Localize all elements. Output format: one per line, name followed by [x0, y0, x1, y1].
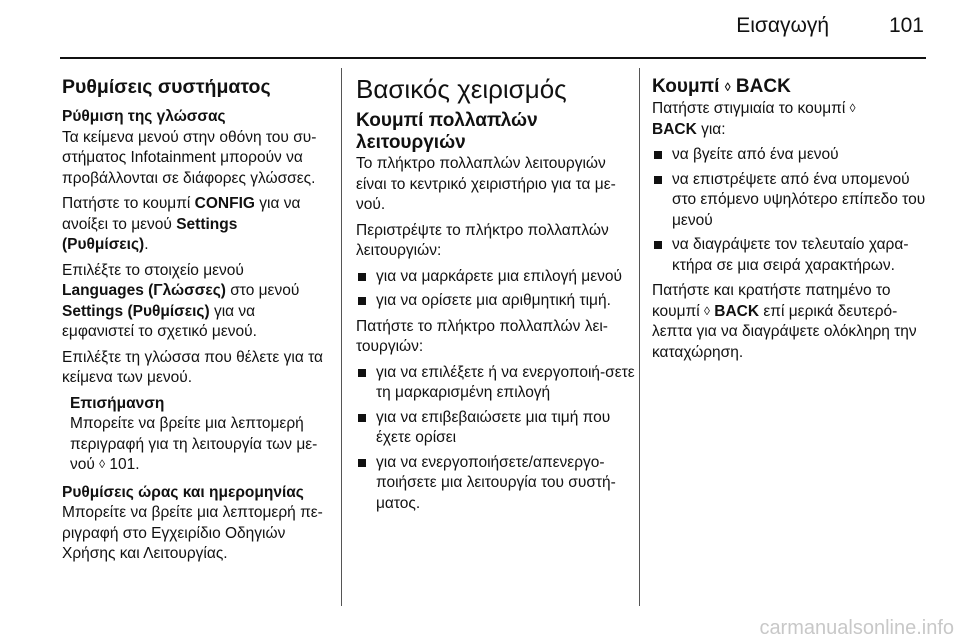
column-system-settings — [62, 76, 324, 570]
list-item: να βγείτε από ένα μενού — [652, 145, 934, 166]
back-list — [652, 145, 934, 276]
languages-paragraph — [62, 261, 324, 343]
time-date-subheading: Ρυθμίσεις ώρας και ημερομηνίας — [62, 483, 304, 501]
text: BACK — [730, 76, 791, 97]
knob-intro-paragraph: Το πλήκτρο πολλαπλών λειτουργιών είναι το κεντρικό χειριστήριο για τα με-νού. — [356, 155, 616, 213]
list-item: για να επιβεβαιώσετε μια τιμή που έχετε ορίσει — [356, 408, 638, 449]
text: για να εμφανιστεί το σχετικό μενού. — [62, 302, 257, 340]
list-item: για να επιλέξετε ή να ενεργοποιή-σετε τη μαρκαρισμένη επιλογή — [356, 363, 638, 404]
rotate-paragraph: Περιστρέψτε το πλήκτρο πολλαπλών λειτουργιών: — [356, 221, 609, 259]
system-settings-heading: Ρυθμίσεις συστήματος — [62, 76, 271, 98]
text: Πατήστε το κουμπί — [62, 195, 195, 212]
language-intro-paragraph: Τα κείμενα μενού στην οθόνη του συ-στήματος Infotainment μπορούν να προβάλλονται σε διάφορες γλώσσες. — [62, 128, 317, 187]
list-item: να επιστρέψετε από ένα υπομενού στο επόμενο υψηλότερο επίπεδο του μενού — [652, 170, 934, 232]
page-number: 101 — [888, 14, 924, 37]
reference-arrow-icon: ◊ — [724, 80, 731, 94]
settings-menu-label: Settings (Ρυθμίσεις) — [62, 215, 238, 253]
text: Κουμπί — [652, 76, 725, 97]
note-text — [70, 414, 324, 476]
note-block — [70, 394, 324, 476]
text: για να ανοίξει το μενού — [62, 195, 301, 233]
list-item: για να ενεργοποιήσετε/απενεργο-ποιήσετε μια λειτουργία του συστή-ματος. — [356, 453, 638, 515]
press-list — [356, 363, 638, 515]
page-reference[interactable]: 101. — [105, 456, 140, 473]
list-item: για να μαρκάρετε μια επιλογή μενού — [356, 267, 638, 288]
text: Μπορείτε να βρείτε μια λεπτομερή περιγραφή για τη λειτουργία των με-νού — [70, 415, 318, 473]
settings-menu-label: Settings (Ρυθμίσεις) — [62, 302, 210, 320]
language-setting-subheading: Ρύθμιση της γλώσσας — [62, 108, 226, 125]
config-button-label: CONFIG — [194, 195, 255, 212]
text: στο μενού — [225, 282, 300, 299]
watermark: carmanualsonline.info — [759, 617, 954, 639]
header-rule — [60, 57, 926, 59]
back-press-paragraph — [652, 99, 934, 140]
text: για: — [696, 120, 726, 138]
text: . — [144, 236, 149, 253]
basic-operation-heading: Βασικός χειρισμός — [356, 74, 567, 104]
page-header — [736, 14, 924, 38]
back-button-heading — [652, 76, 934, 99]
text: Επιλέξτε το στοιχείο μενού — [62, 261, 244, 279]
back-hold-paragraph — [652, 281, 934, 363]
page-title: Εισαγωγή — [736, 14, 830, 37]
back-button-label: BACK — [652, 120, 697, 138]
languages-menu-label: Languages (Γλώσσες) — [62, 282, 226, 299]
column-basic-operation — [356, 76, 638, 519]
column-divider-1 — [341, 68, 342, 606]
text: Πατήστε και κρατήστε πατημένο το κουμπί — [652, 282, 891, 320]
column-divider-2 — [639, 68, 640, 606]
press-paragraph: Πατήστε το πλήκτρο πολλαπλών λει-τουργιών: — [356, 317, 608, 355]
note-label: Επισήμανση — [70, 394, 165, 412]
list-item: να διαγράψετε τον τελευταίο χαρα-κτήρα σε μια σειρά χαρακτήρων. — [652, 235, 934, 276]
column-back-button — [652, 76, 934, 368]
reference-arrow-icon: ◊ — [99, 457, 106, 471]
back-button-label: BACK — [709, 302, 760, 320]
config-paragraph — [62, 194, 324, 256]
multifunction-knob-subheading: Κουμπί πολλαπλών λειτουργιών — [356, 110, 538, 153]
text: Πατήστε στιγμιαία το κουμπί — [652, 100, 850, 117]
list-item: για να ορίσετε μια αριθμητική τιμή. — [356, 291, 638, 312]
reference-arrow-icon: ◊ — [704, 303, 710, 318]
rotate-list — [356, 267, 638, 312]
time-date-paragraph: Μπορείτε να βρείτε μια λεπτομερή πε-ριγραφή στο Εγχειρίδιο Οδηγιών Χρήσης και Λειτουργίας. — [62, 504, 323, 562]
reference-arrow-icon: ◊ — [849, 101, 856, 115]
select-language-paragraph: Επιλέξτε τη γλώσσα που θέλετε για τα κείμενα των μενού. — [62, 348, 323, 386]
text: επί μερικά δευτερό-λεπτα για να διαγράψετε ολόκληρη την καταχώρηση. — [652, 302, 917, 361]
